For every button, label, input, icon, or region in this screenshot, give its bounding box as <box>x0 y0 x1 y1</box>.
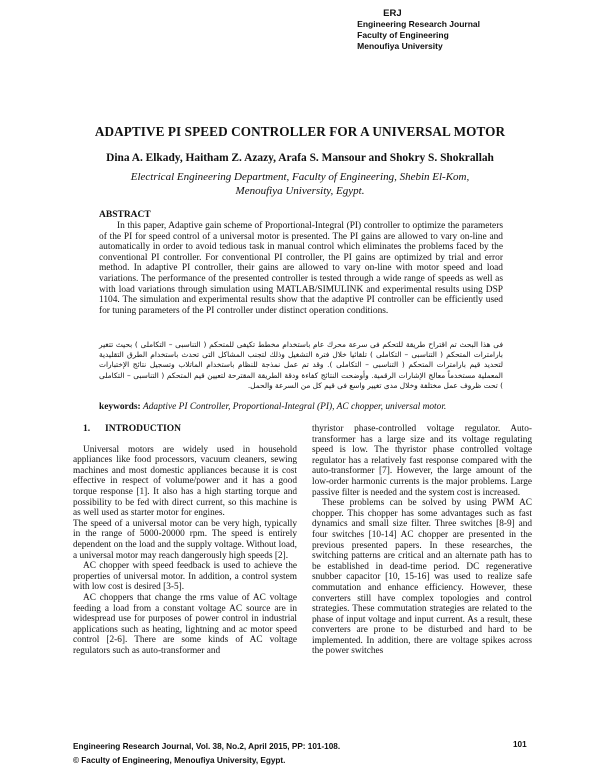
abstract-heading: ABSTRACT <box>99 210 151 220</box>
keywords-colon: : <box>137 402 144 412</box>
left-column <box>73 424 297 656</box>
section-title: INTRODUCTION <box>105 424 182 434</box>
right-column <box>312 424 532 657</box>
journal-abbr: ERJ <box>383 8 402 19</box>
paragraph: Universal motors are widely used in household appliances like food processors, vacuum cleaners, sewing machines and most domestic appliances because it is cost effective in respect of volume/power and it has a good torque response [1]. It also has a high starting torque and possibility to be fed with direct current, so this machine is as well used as starter motor for engines. <box>73 444 297 519</box>
section-heading <box>73 424 297 435</box>
affiliation-line-2: Menoufiya University, Egypt. <box>235 185 365 197</box>
arabic-abstract: فى هذا البحث تم اقتراح طريقة للتحكم فى سرعة محرك عام باستخدام مخطط تكيفى للمتحكم ( التناسبى – التكاملى ) بحيث تتغير بارامترات المتحكم ( التناسبى – التكاملى ) تلقائيا خلال فترة التشغيل وذلك لتجنب المشاكل التى تحدث باستخدام الطرق التقليدية لتحديد قيم بارامترات المتحكم ( التناسبى – التكاملى ). وقد تم عمل نمذجة للنظام باستخدام الماتلاب وتسجيل نتائج الإختبارات المعملية مستخدماً معالج الإشارات الرقمية. وأوضحت النتائج كفاءة ودقة الطريقة المقترحة لتعيين قيم المتحكم ( التناسبى – التكاملى ) تحت ظروف عمل مختلفة وخلال مدى تغيير واسع فى قيم كل من السرعة والحمل. <box>99 340 503 390</box>
footer <box>73 740 340 768</box>
affiliation-line-1: Electrical Engineering Department, Faculty of Engineering, Shebin El-Kom, <box>130 171 470 183</box>
footer-copyright: © Faculty of Engineering, Menoufiya University, Egypt. <box>73 756 286 765</box>
keywords <box>99 402 519 412</box>
journal-name: Engineering Research Journal <box>357 19 480 29</box>
abstract-body <box>99 221 503 316</box>
paragraph: AC choppers that change the rms value of AC voltage feeding a load from a constant voltage AC source are in widespread use for purposes of power control in industrial applications such as heating, lightning and ac motor speed control [2-6]. There are some kinds of AC voltage regulators such as auto-transformer and <box>73 592 297 656</box>
footer-citation: Engineering Research Journal, Vol. 38, No.2, April 2015, PP: 101-108. <box>73 742 341 751</box>
paper-affiliation <box>0 170 600 198</box>
keywords-text: Adaptive PI Controller, Proportional-Integral (PI), AC chopper, universal motor. <box>143 402 447 412</box>
paragraph: thyristor phase-controlled voltage regulator. Auto-transformer has a large size and its voltage regulating speed is low. The thyristor phase controlled voltage regulator has a relatively fast response compared with the auto-transformer [7]. However, the large amount of the low-order harmonic currents is the major problems. Large passive filter is needed and the system cost is increased. <box>312 424 532 498</box>
keywords-label: keywords <box>99 402 138 412</box>
paper-authors: Dina A. Elkady, Haitham Z. Azazy, Arafa S. Mansour and Shokry S. Shokrallah <box>106 152 494 164</box>
section-number: 1. <box>83 424 91 434</box>
page-number: 101 <box>513 740 527 749</box>
journal-university: Menoufiya University <box>357 41 443 51</box>
journal-faculty: Faculty of Engineering <box>357 30 449 40</box>
paper-title: ADAPTIVE PI SPEED CONTROLLER FOR A UNIVERSAL MOTOR <box>94 124 506 139</box>
paragraph: These problems can be solved by using PWM AC chopper. This chopper has some advantages such as fast dynamics and small size filter. Three switches [8-9] and four switches [10-14] AC chopper are presented in the previous presented papers. In these researches, the switching patterns are critical and an alternate path has to be established in dead-time period. DC regenerative snubber capacitor [10, 15-16] was used to realize safe commutation and enhance efficiency. However, these converters still have complex topologies and control strategies. These commutation strategies are related to the phase of input voltage and input current. As a result, these converters are prone to be disturbed and hard to be implemented. In addition, there are voltage spikes across the power switches <box>312 498 532 657</box>
abstract-paragraph: In this paper, Adaptive gain scheme of Proportional-Integral (PI) controller to optimize the parameters of the PI for speed control of a universal motor is presented. The PI gains are allowed to vary on-line and automatically in order to avoid tedious task in manual control which eliminates the problems faced by the conventional PI controller. For conventional PI controller, the PI gains are optimized by trial and error method. In adaptive PI controller, their gains are allowed to vary on-line with motor speed and load variations. The performance of the presented controller is tested through a wide range of speeds as well as with load variations through simulation using MATLAB/SIMULINK and experimental results using DSP 1104. The simulation and experimental results show that the adaptive PI controller can be efficiently used for tuning parameters of the PI controller under distinct operation conditions. <box>99 221 503 316</box>
paragraph: AC chopper with speed feedback is used to achieve the properties of universal motor. In addition, a control system with low cost is desired [3-5]. <box>73 561 297 593</box>
journal-header <box>353 8 480 52</box>
paragraph: The speed of a universal motor can be very high, typically in the range of 5000-20000 rpm. The speed is entirely dependent on the load and the supply voltage. Without load, a universal motor may reach dangerously high speeds [2]. <box>73 518 297 561</box>
